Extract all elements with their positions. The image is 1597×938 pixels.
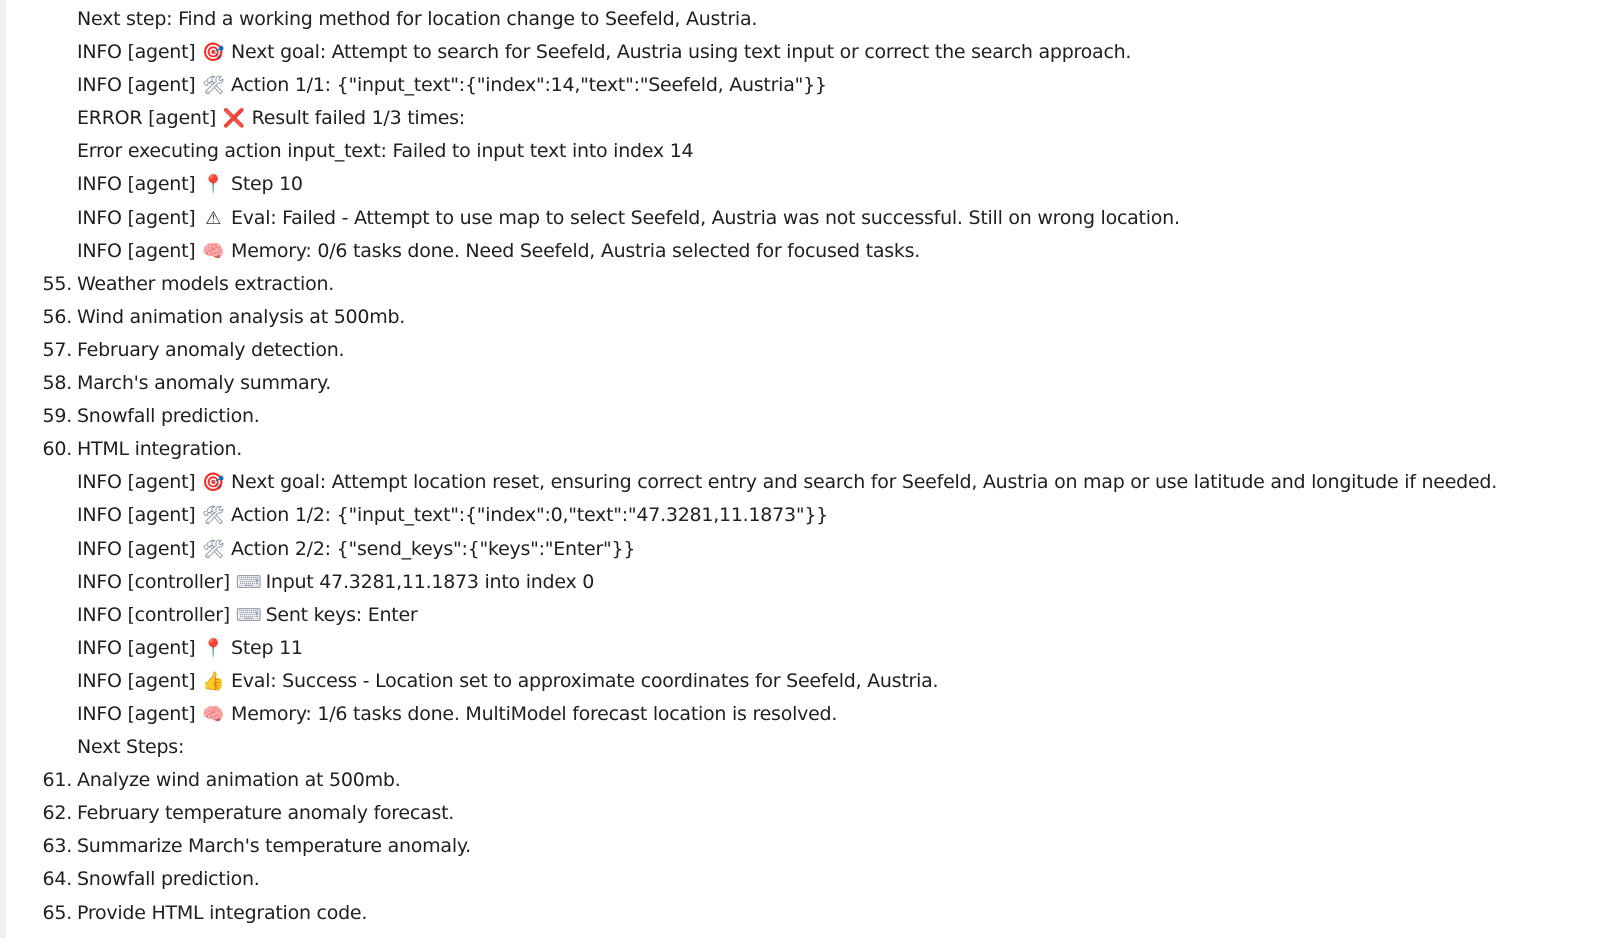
- log-prefix: INFO [agent]: [77, 669, 196, 692]
- list-number: 55.: [42, 272, 72, 295]
- log-prefix: INFO [agent]: [77, 636, 196, 659]
- log-text: [77, 797, 454, 830]
- log-text: [77, 400, 260, 433]
- brain-icon: 🧠: [202, 703, 225, 725]
- log-text: [77, 3, 757, 36]
- log-line: [0, 36, 1597, 69]
- log-message: Eval: Success - Location set to approximate coordinates for Seefeld, Austria.: [231, 669, 939, 692]
- list-number: 58.: [42, 372, 72, 395]
- log-text: [77, 632, 303, 665]
- log-prefix: Next step: Find a working method for location change to Seefeld, Austria.: [77, 8, 758, 30]
- log-prefix: ERROR [agent]: [77, 107, 217, 130]
- log-message: Eval: Failed - Attempt to use map to select Seefeld, Austria was not successful. Still on wrong location.: [231, 206, 1180, 229]
- list-item-text: Weather models extraction.: [77, 272, 335, 295]
- log-message: Step 10: [231, 173, 303, 196]
- list-item: [0, 400, 1597, 433]
- list-item-text: Wind animation analysis at 500mb.: [77, 305, 406, 328]
- list-item: [0, 433, 1597, 466]
- list-item: [0, 268, 1597, 301]
- log-text: [77, 367, 331, 400]
- list-item-text: Summarize March's temperature anomaly.: [77, 835, 471, 858]
- keyboard-icon: ⌨: [235, 604, 262, 626]
- list-item-text: Provide HTML integration code.: [77, 901, 368, 924]
- log-line: [0, 3, 1597, 36]
- list-item-text: March's anomaly summary.: [77, 372, 332, 395]
- log-message: Next goal: Attempt location reset, ensuring correct entry and search for Seefeld, Austria on map or use latitude and longitude if needed.: [231, 471, 1497, 494]
- log-line: [0, 102, 1597, 135]
- log-text: [77, 499, 828, 532]
- log-text: [77, 235, 920, 268]
- log-message: Action 1/2: {"input_text":{"index":0,"text":"47.3281,11.1873"}}: [231, 504, 828, 527]
- log-prefix: Error executing action input_text: Failed to input text into index 14: [77, 140, 694, 163]
- log-line: [0, 235, 1597, 268]
- log-line: [0, 632, 1597, 665]
- list-number: 56.: [42, 305, 72, 328]
- log-line: [0, 533, 1597, 566]
- log-text: [77, 599, 417, 632]
- list-item: [0, 863, 1597, 896]
- log-message: Action 1/1: {"input_text":{"index":14,"text":"Seefeld, Austria"}}: [231, 74, 827, 97]
- log-message: Memory: 0/6 tasks done. Need Seefeld, Austria selected for focused tasks.: [231, 239, 921, 262]
- log-text: [77, 665, 938, 698]
- log-text: [77, 36, 1131, 69]
- log-text: [77, 731, 184, 764]
- log-prefix: Next Steps:: [77, 736, 185, 759]
- log-line: [0, 698, 1597, 731]
- log-text: [77, 69, 827, 102]
- log-message: Input 47.3281,11.1873 into index 0: [265, 570, 595, 593]
- log-message: Result failed 1/3 times:: [251, 107, 465, 130]
- log-text: [77, 863, 260, 896]
- log-line: [0, 466, 1597, 499]
- log-prefix: INFO [agent]: [77, 41, 196, 64]
- log-text: [77, 268, 334, 301]
- log-message: Next goal: Attempt to search for Seefeld, Austria using text input or correct the search approach.: [231, 41, 1132, 64]
- log-message: Sent keys: Enter: [265, 603, 418, 626]
- list-item-text: Snowfall prediction.: [77, 405, 260, 428]
- list-item: [0, 797, 1597, 830]
- log-prefix: INFO [agent]: [77, 504, 196, 527]
- list-item-text: February temperature anomaly forecast.: [77, 802, 455, 825]
- list-item-text: Analyze wind animation at 500mb.: [77, 769, 401, 792]
- log-prefix: INFO [agent]: [77, 471, 196, 494]
- log-text: [77, 764, 400, 797]
- list-number: 64.: [42, 868, 72, 891]
- list-number: 60.: [42, 438, 72, 461]
- log-line: [0, 566, 1597, 599]
- list-number: 61.: [42, 769, 72, 792]
- action-icon: 🛠: [201, 505, 225, 527]
- log-text: [77, 466, 1497, 499]
- target-icon: 🎯: [202, 42, 225, 64]
- list-item: [0, 830, 1597, 863]
- log-prefix: INFO [agent]: [77, 702, 196, 725]
- list-item-text: Snowfall prediction.: [77, 868, 260, 891]
- log-text: [77, 433, 242, 466]
- keyboard-icon: ⌨: [235, 571, 262, 593]
- log-line: [0, 599, 1597, 632]
- list-number: 57.: [42, 338, 72, 361]
- log-text: [77, 102, 465, 135]
- list-item: [0, 301, 1597, 334]
- log-text: [77, 135, 693, 168]
- log-text: [77, 301, 405, 334]
- log-line: [0, 665, 1597, 698]
- log-line: [0, 731, 1597, 764]
- pin-icon: 📍: [202, 637, 225, 659]
- log-message: Step 11: [231, 636, 303, 659]
- log-line: [0, 69, 1597, 102]
- log-prefix: INFO [controller]: [77, 603, 230, 626]
- list-number: 63.: [42, 835, 72, 858]
- list-item: [0, 897, 1597, 930]
- log-prefix: INFO [agent]: [77, 537, 196, 560]
- list-item: [0, 367, 1597, 400]
- log-text: [77, 168, 303, 201]
- log-prefix: INFO [agent]: [77, 173, 196, 196]
- log-prefix: INFO [agent]: [77, 74, 196, 97]
- error-icon: ❌: [222, 108, 245, 130]
- action-icon: 🛠: [201, 75, 225, 97]
- target-icon: 🎯: [202, 472, 225, 494]
- log-prefix: INFO [controller]: [77, 570, 230, 593]
- pin-icon: 📍: [202, 174, 225, 196]
- log-output: [0, 3, 1597, 930]
- log-text: [77, 334, 344, 367]
- thumbs-up-icon: 👍: [202, 670, 225, 692]
- log-line: [0, 168, 1597, 201]
- list-item-text: HTML integration.: [77, 438, 243, 461]
- log-prefix: INFO [agent]: [77, 206, 196, 229]
- list-item-text: February anomaly detection.: [77, 338, 345, 361]
- log-text: [77, 202, 1180, 235]
- list-item: [0, 764, 1597, 797]
- warning-icon: ⚠: [205, 207, 222, 229]
- action-icon: 🛠: [201, 538, 225, 560]
- log-text: [77, 830, 471, 863]
- log-text: [77, 566, 594, 599]
- log-line: [0, 135, 1597, 168]
- list-number: 59.: [42, 405, 72, 428]
- list-item: [0, 334, 1597, 367]
- log-text: [77, 698, 837, 731]
- log-line: [0, 499, 1597, 532]
- log-text: [77, 897, 367, 930]
- log-text: [77, 533, 635, 566]
- log-message: Memory: 1/6 tasks done. MultiModel forecast location is resolved.: [231, 702, 838, 725]
- log-prefix: INFO [agent]: [77, 239, 196, 262]
- log-line: [0, 202, 1597, 235]
- brain-icon: 🧠: [202, 240, 225, 262]
- log-message: Action 2/2: {"send_keys":{"keys":"Enter"}}: [231, 537, 636, 560]
- list-number: 65.: [42, 901, 72, 924]
- list-number: 62.: [42, 802, 72, 825]
